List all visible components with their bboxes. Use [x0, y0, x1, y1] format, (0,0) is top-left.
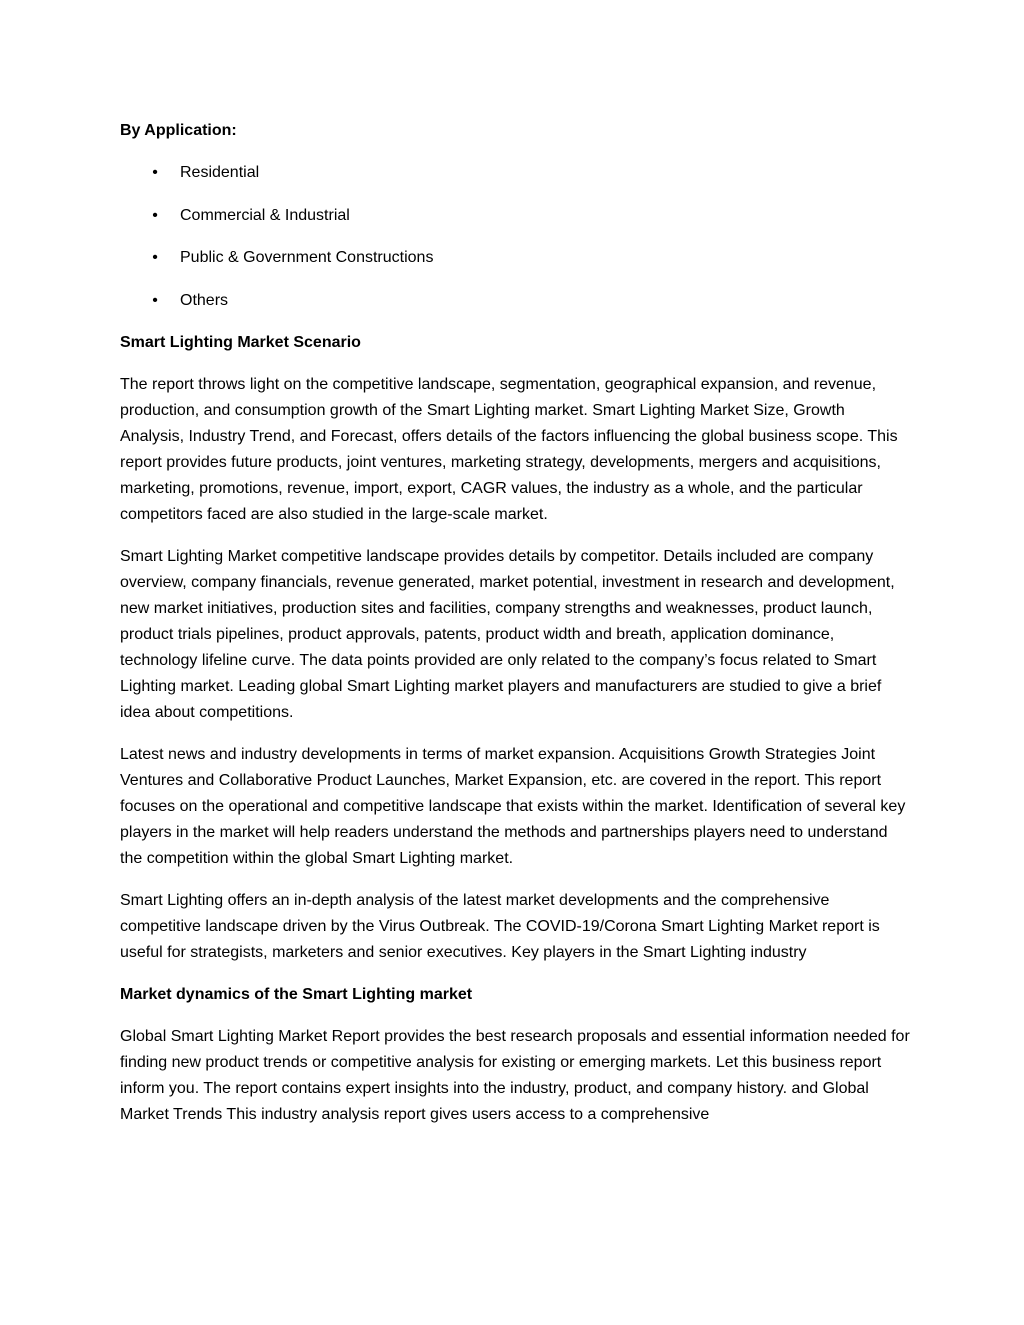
section-heading-market-dynamics: Market dynamics of the Smart Lighting market: [120, 985, 473, 1003]
list-item-text: Commercial & Industrial: [180, 206, 350, 224]
list-item-text: Residential: [180, 164, 260, 181]
paragraph-report-overview: The report throws light on the competitive landscape, segmentation, geographical expansion, and revenue, production, and consumption growth of the Smart Lighting market. Smart Lighting Market Size, Growth Analysis, Industry Trend, and Forecast, offers details of the factors influencing the global business scope. This report provides future products, joint ventures, marketing strategy, developments, mergers and acquisitions, marketing, promotions, revenue, import, export, CAGR values, the industry as a whole, and the particular competitors faced are also studied in the large-scale market.: [120, 375, 898, 523]
paragraph-competitive-landscape: Smart Lighting Market competitive landscape provides details by competitor. Details included are company overview, company financials, revenue generated, market potential, investment in research and development, new market initiatives, production sites and facilities, company strengths and weaknesses, product launch, product trials pipelines, product approvals, patents, product width and breath, application dominance, technology lifeline curve. The data points provided are only related to the company’s focus related to Smart Lighting market. Leading global Smart Lighting market players and manufacturers are studied to give a brief idea about competitions.: [120, 547, 895, 721]
list-item: [120, 203, 910, 229]
list-item-text: Others: [180, 291, 229, 309]
list-item: [120, 288, 910, 314]
bullet-icon: •: [152, 249, 158, 266]
list-item: [120, 160, 910, 186]
list-item: [120, 245, 910, 271]
document-page: [120, 118, 910, 1144]
paragraph-global-report: Global Smart Lighting Market Report provides the best research proposals and essential information needed for finding new product trends or competitive analysis for existing or emerging markets. Let this business report inform you. The report contains expert insights into the industry, product, and company history. and Global Market Trends This industry analysis report gives users access to a comprehensive: [120, 1027, 910, 1123]
bullet-icon: •: [152, 206, 158, 224]
bullet-icon: •: [152, 164, 158, 181]
list-item-text: Public & Government Constructions: [180, 249, 434, 266]
application-list: [120, 160, 910, 314]
bullet-icon: •: [152, 291, 158, 309]
paragraph-latest-news: Latest news and industry developments in terms of market expansion. Acquisitions Growth Strategies Joint Ventures and Collaborative Product Launches, Market Expansion, etc. are covered in the report. This report focuses on the operational and competitive landscape that exists within the market. Identification of several key players in the market will help readers understand the methods and partnerships players need to understand the competition within the global Smart Lighting market.: [120, 745, 906, 867]
section-heading-market-scenario: Smart Lighting Market Scenario: [120, 333, 361, 351]
section-heading-by-application: By Application:: [120, 122, 237, 139]
paragraph-virus-outbreak: Smart Lighting offers an in-depth analysis of the latest market developments and the comprehensive competitive landscape driven by the Virus Outbreak. The COVID-19/Corona Smart Lighting Market report is useful for strategists, marketers and senior executives. Key players in the Smart Lighting industry: [120, 891, 880, 961]
